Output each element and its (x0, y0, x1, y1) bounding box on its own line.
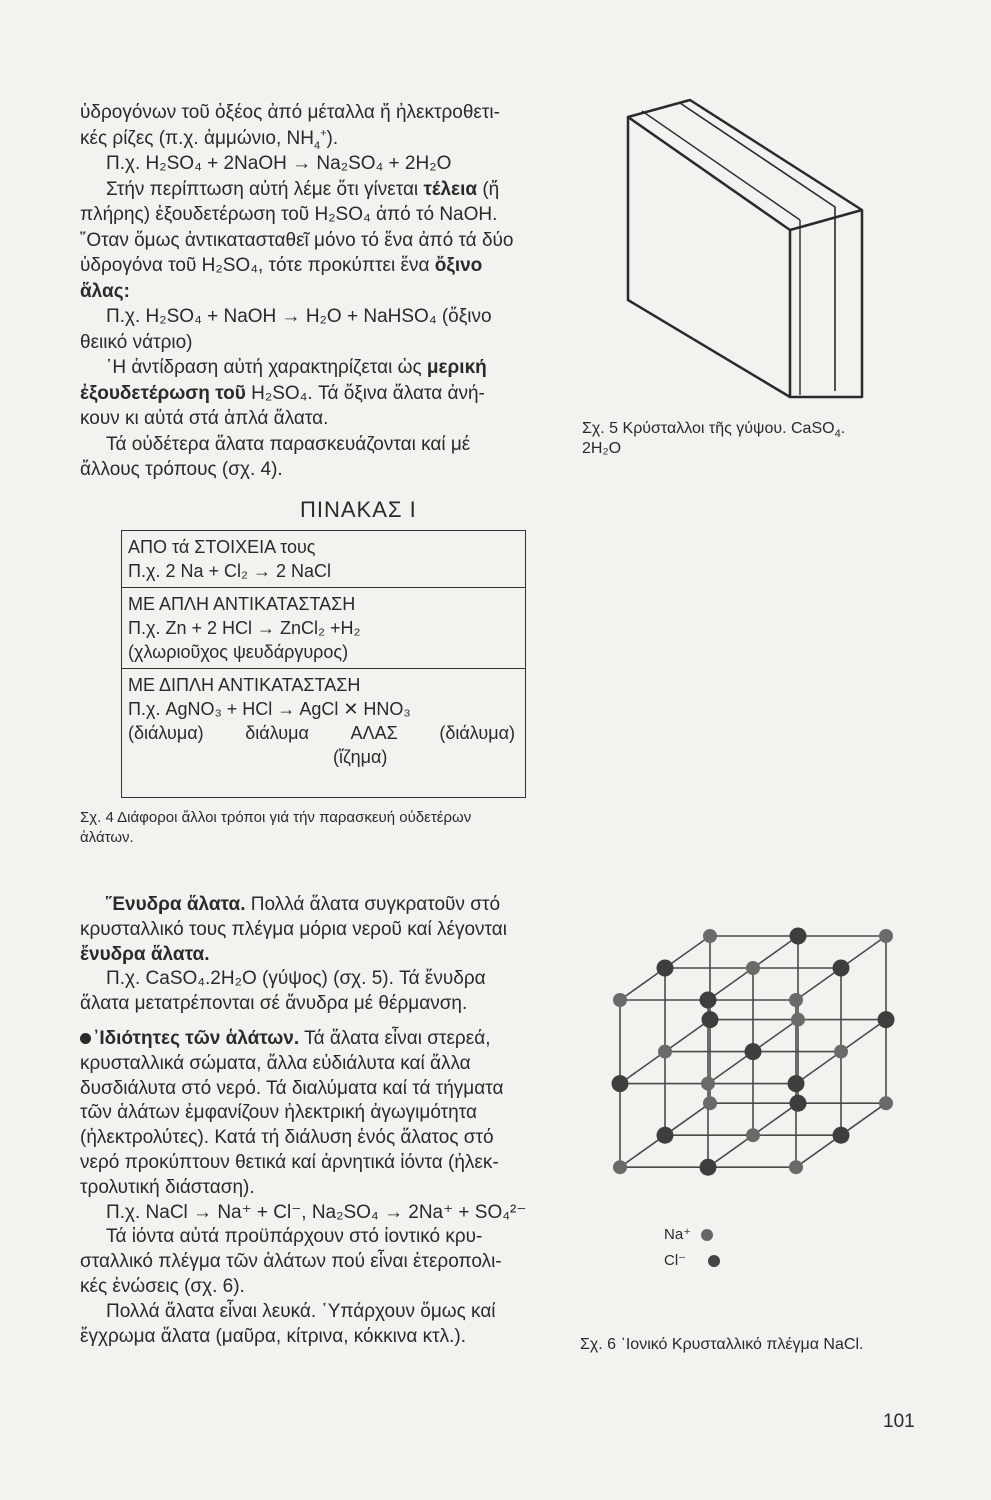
table-title: ΠΙΝΑΚΑΣ Ι (300, 497, 417, 522)
text-line: Πολλά ἅλατα εἶναι λευκά. ῾Υπάρχουν ὅμως καί (106, 1300, 496, 1322)
text-line: ῾Η ἀντίδραση αὐτή χαρακτηρίζεται ὡς μερική (106, 357, 487, 378)
chloride-ion (700, 992, 717, 1009)
sodium-ion (789, 993, 803, 1007)
chloride-ion (878, 1011, 895, 1028)
body-text-bottom (80, 893, 580, 1349)
text-line: ἅλας: (80, 280, 130, 302)
text-line: Τά ἰόντα αὐτά προϋπάρχουν στό ἰοντικό κρυ- (106, 1226, 483, 1248)
chloride-ion (702, 1011, 719, 1028)
table-section-elements (122, 531, 525, 588)
equation-acid-salt: Π.χ. H₂SO₄ + NaOH → H₂O + NaHSO₄ (ὄξινο (106, 306, 492, 327)
sodium-ion (613, 1160, 627, 1174)
chloride-ion (700, 1159, 717, 1176)
chloride-ion (745, 1043, 762, 1060)
text-line: ἐξουδετέρωση τοῦ H₂SO₄. Τά ὄξινα ἅλατα ἀνή- (80, 382, 485, 404)
sodium-ion (746, 961, 760, 975)
sodium-ion (791, 1013, 805, 1027)
sodium-ion (746, 1128, 760, 1142)
text-line: ἄλλους τρόπους (σχ. 4). (80, 459, 283, 480)
section-heading: ΜΕ ΔΙΠΛΗ ΑΝΤΙΚΑΤΑΣΤΑΣΗ (128, 675, 361, 695)
table-salt-preparation (121, 530, 526, 798)
text-line: Στήν περίπτωση αὐτή λέμε ὅτι γίνεται τέλεια (ἤ (106, 178, 500, 200)
text-line: κρυσταλλικό τους πλέγμα μόρια νεροῦ καί λέγονται (80, 918, 507, 940)
chloride-ion (657, 1127, 674, 1144)
text-line: δυσδιάλυτα στό νερό. Τά διαλύματα καί τά τήγματα (80, 1077, 504, 1099)
text-line: σταλλικό πλέγμα τῶν ἁλάτων πού εἶναι ἑτεροπολι- (80, 1251, 502, 1273)
text-line: νερό προκύπτουν θετικά καί ἀρνητικά ἰόντα (ἠλεκ- (80, 1151, 499, 1173)
equation-neutralization: Π.χ. H₂SO₄ + 2NaOH → Na₂SO₄ + 2H₂O (106, 153, 452, 174)
chloride-ion (657, 960, 674, 977)
text-line: Τά οὐδέτερα ἅλατα παρασκευάζονται καί μέ (106, 433, 471, 455)
section-heading: ΑΠΟ τά ΣΤΟΙΧΕΙΑ τους (128, 537, 316, 557)
section-equation: Π.χ. AgNO₃ + HCl → AgCl ✕ HNO₃ (128, 699, 411, 719)
chloride-ion (790, 928, 807, 945)
section-states: (διάλυμα) διάλυμα ΑΛΑΣ (διάλυμα) (128, 723, 515, 743)
gypsum-crystal-figure (600, 95, 890, 415)
sodium-ion (658, 1045, 672, 1059)
section-precipitate: (ἴζημα) (333, 747, 388, 767)
text-line: ἔγχρωμα ἅλατα (μαῦρα, κίτρινα, κόκκινα κτλ.). (80, 1325, 466, 1347)
figure5-caption: Σχ. 5 Κρύσταλλοι τῆς γύψου. CaSO$_4$. 2H₂O (582, 420, 846, 457)
sodium-ion (703, 929, 717, 943)
text-line: ἔνυδρα ἅλατα. (80, 943, 210, 965)
section-heading: ΜΕ ΑΠΛΗ ΑΝΤΙΚΑΤΑΣΤΑΣΗ (128, 594, 356, 614)
text-line: Π.χ. CaSO₄.2H₂O (γύψος) (σχ. 5). Τά ἔνυδρα (106, 968, 486, 990)
text-line: τρολυτική διάσταση). (80, 1176, 255, 1198)
equation-dissociation: Π.χ. NaCl → Na⁺ + Cl⁻, Na₂SO₄ → 2Na⁺ + SO₄²⁻ (106, 1201, 527, 1223)
section-equation: Π.χ. Zn + 2 HCl → ZnCl₂ +H₂ (128, 618, 361, 638)
body-text-top (80, 100, 550, 483)
chloride-ion (833, 1127, 850, 1144)
sodium-ion (701, 1077, 715, 1091)
chloride-dot-icon (708, 1255, 720, 1267)
text-line: ῞Ενυδρα ἅλατα. Πολλά ἅλατα συγκρατοῦν στό (106, 894, 501, 915)
bullet-icon (80, 1033, 91, 1044)
text-line: ὑδρογόνων τοῦ ὀξέος ἀπό μέταλλα ἤ ἠλεκτροθετι- (80, 102, 500, 123)
sodium-ion (879, 1096, 893, 1110)
section-equation: Π.χ. 2 Na + Cl₂ → 2 NaCl (128, 561, 331, 581)
text-line: ᾿Ιδιότητες τῶν ἁλάτων. Τά ἅλατα εἶναι στερεά, (80, 1027, 580, 1052)
section-note: (χλωριοῦχος ψευδάργυρος) (128, 642, 349, 662)
text-line: κές ἑνώσεις (σχ. 6). (80, 1275, 245, 1297)
lattice-legend: Na⁺ Cl⁻ (664, 1222, 720, 1274)
figure6-caption: Σχ. 6 ᾿Ιονικό Κρυσταλλικό πλέγμα NaCl. (580, 1336, 864, 1353)
sodium-dot-icon (701, 1229, 713, 1241)
nacl-lattice-figure (600, 880, 940, 1200)
sodium-ion (834, 1045, 848, 1059)
sodium-ion (613, 993, 627, 1007)
text-line: ὑδρογόνα τοῦ H₂SO₄, τότε προκύπτει ἕνα ὄξινο (80, 255, 483, 276)
figure4-caption: Σχ. 4 Διάφοροι ἄλλοι τρόποι γιά τήν παρασκευή οὐδετέρων ἁλάτων. (80, 809, 472, 846)
chloride-ion (790, 1095, 807, 1112)
sodium-ion (789, 1160, 803, 1174)
text-line: θειικό νάτριο) (80, 331, 193, 353)
text-line: ῞Οταν ὅμως ἀντικατασταθεῖ μόνο τό ἕνα ἀπό τά δύο (80, 229, 514, 251)
text-line: (ἠλεκτρολύτες). Κατά τή διάλυση ἑνός ἅλατος στό (80, 1127, 494, 1149)
chloride-ion (788, 1075, 805, 1092)
sodium-ion (703, 1096, 717, 1110)
chloride-ion (833, 960, 850, 977)
table-section-double-replacement (122, 669, 525, 773)
chloride-ion (612, 1075, 629, 1092)
text-line: κές ρίζες (π.χ. ἀμμώνιο, $NH_4^+$). (80, 127, 339, 152)
text-line: κρυσταλλικά σώματα, ἄλλα εὐδιάλυτα καί ἄλλα (80, 1052, 471, 1074)
sodium-ion (879, 929, 893, 943)
text-line: πλήρης) ἐξουδετέρωση τοῦ H₂SO₄ ἀπό τό NaOH. (80, 204, 498, 225)
text-line: ἅλατα μετατρέπονται σέ ἄνυδρα μέ θέρμανση. (80, 993, 468, 1015)
page-number: 101 (883, 1411, 915, 1432)
text-line: κουν κι αὐτά στά ἁπλά ἅλατα. (80, 408, 329, 429)
text-line: τῶν ἁλάτων ἐμφανίζουν ἠλεκτρική ἀγωγιμότητα (80, 1102, 477, 1124)
table-section-single-replacement (122, 588, 525, 669)
